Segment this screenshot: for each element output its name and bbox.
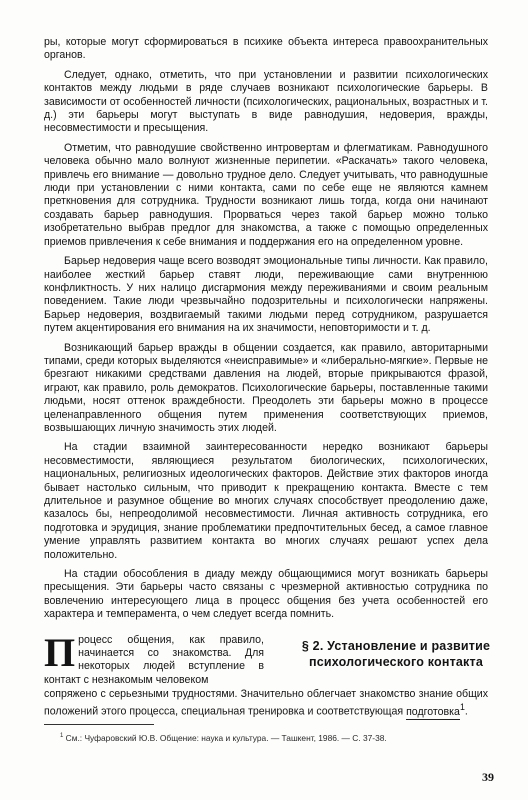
section-continuation-text: сопряжено с серьезными трудностями. Значительно облегчает знакомство знание общих положений этого процесса, специальная тренировка и соответствующая [44,687,488,718]
section-opening [44,629,491,746]
body-text [44,36,488,622]
paragraph: На стадии взаимной заинтересованности нередко возникают барьеры несовместимости, являющиеся результатом биологических, психологических, национальных, религиозных идеологических факторов. Действие этих факторов иногда бывает настолько сильным, что приводит к прекращению контакта. Вместе с тем длительное и разумное общение во многих случаях способствует преодолению даже, казалось бы, непреодолимой несовместимости. Личная активность сотрудника, его подготовка и эрудиция, знание проблематики предпочтительных бесед, а самое главное умение управлять развитием контакта во многих случаях решают успех дела положительно. [44,441,488,561]
section-continuation: сопряжено с серьезными трудностями. Значительно облегчает знакомство знание общих положений этого процесса, специальная тренировка и соответствующая подготовка$^1$. [44,688,488,720]
paragraph: Барьер недоверия чаще всего возводят эмоциональные типы личности. Как правило, наиболее жесткий барьер ставят люди, переживающие сами внутреннюю конфликтность. У них налицо дисгармония между переживаниями и своим реальным поведением. Такие люди чрезвычайно подозрительны и психологически напряжены. Барьер недоверия, воздвигаемый такими людьми перед сотрудником, разрушается путем акцентирования его внимания на их значимости, неповторимости и т. д. [44,255,488,335]
footnote-divider [44,724,154,725]
paragraph: Следует, однако, отметить, что при установлении и развитии психологических контактов между людьми в ряде случаев возникают психологические барьеры. В зависимости от особенностей личности (психологических, рациональных, возрастных и т. д.) эти барьеры могут выступать в виде равнодушия, недоверия, вражды, несовместимости и пресыщения. [44,68,488,135]
paragraph: Возникающий барьер вражды в общении создается, как правило, авторитарными типами, среди которых выделяются «неисправимые» и «либерально-мягкие». Первые не брезгают никакими средствами давления на людей, вторые прикрываются фразой, играют, как правило, роль демократов. Психологические барьеры, поставленные такими людьми, носят оттенок враждебности. Преодолеть эти барьеры можно в процессе целенаправленного общения путем применения соответствующих приемов, возвышающих личную значимость этих людей. [44,341,488,434]
underlined-word: подготовка [406,706,460,720]
drop-cap: П [44,629,76,675]
section-heading: § 2. Установление и развитие психологического контакта [301,638,491,669]
section-intro [44,629,264,688]
footnote [60,731,488,744]
paragraph: ры, которые могут сформироваться в психике объекта интереса правоохранительных органов. [44,36,488,62]
footnote-text: См.: Чуфаровский Ю.В. Общение: наука и культура. — Ташкент, 1986. — С. 37-38. [65,732,387,743]
paragraph: На стадии обособления в диаду между общающимися могут возникать барьеры пресыщения. Эти барьеры часто связаны с чрезмерной активностью сотрудника по вовлечению интересующего лица в процесс общения без учета особенностей его характера и темперамента, о чем следует всегда помнить. [44,568,488,621]
paragraph: Отметим, что равнодушие свойственно интровертам и флегматикам. Равнодушного человека обычно мало волнуют жизненные перипетии. «Раскачать» такого человека, привлечь его внимание — довольно трудное дело. Следует учитывать, что равнодушные люди при установлении с ними контакта, сами по себе еще не являются камнем преткновения для сотрудника. Трудности возникают лишь тогда, когда они начинают создавать барьер равнодушия. Прорваться через такой барьер можно только изобретательно выбрав предлог для знакомства, а также с помощью определенных приемов привлечения к себе внимания и поддержания его на определенном уровне. [44,141,488,248]
footnote-reference: 1 [459,702,465,713]
page-number: 39 [482,770,494,784]
section-intro-text: роцесс общения, как правило, начинается со знакомства. Для некоторых людей вступление в контакт с незнакомым человеком [44,633,264,686]
footnote-marker: 1 [60,733,64,739]
